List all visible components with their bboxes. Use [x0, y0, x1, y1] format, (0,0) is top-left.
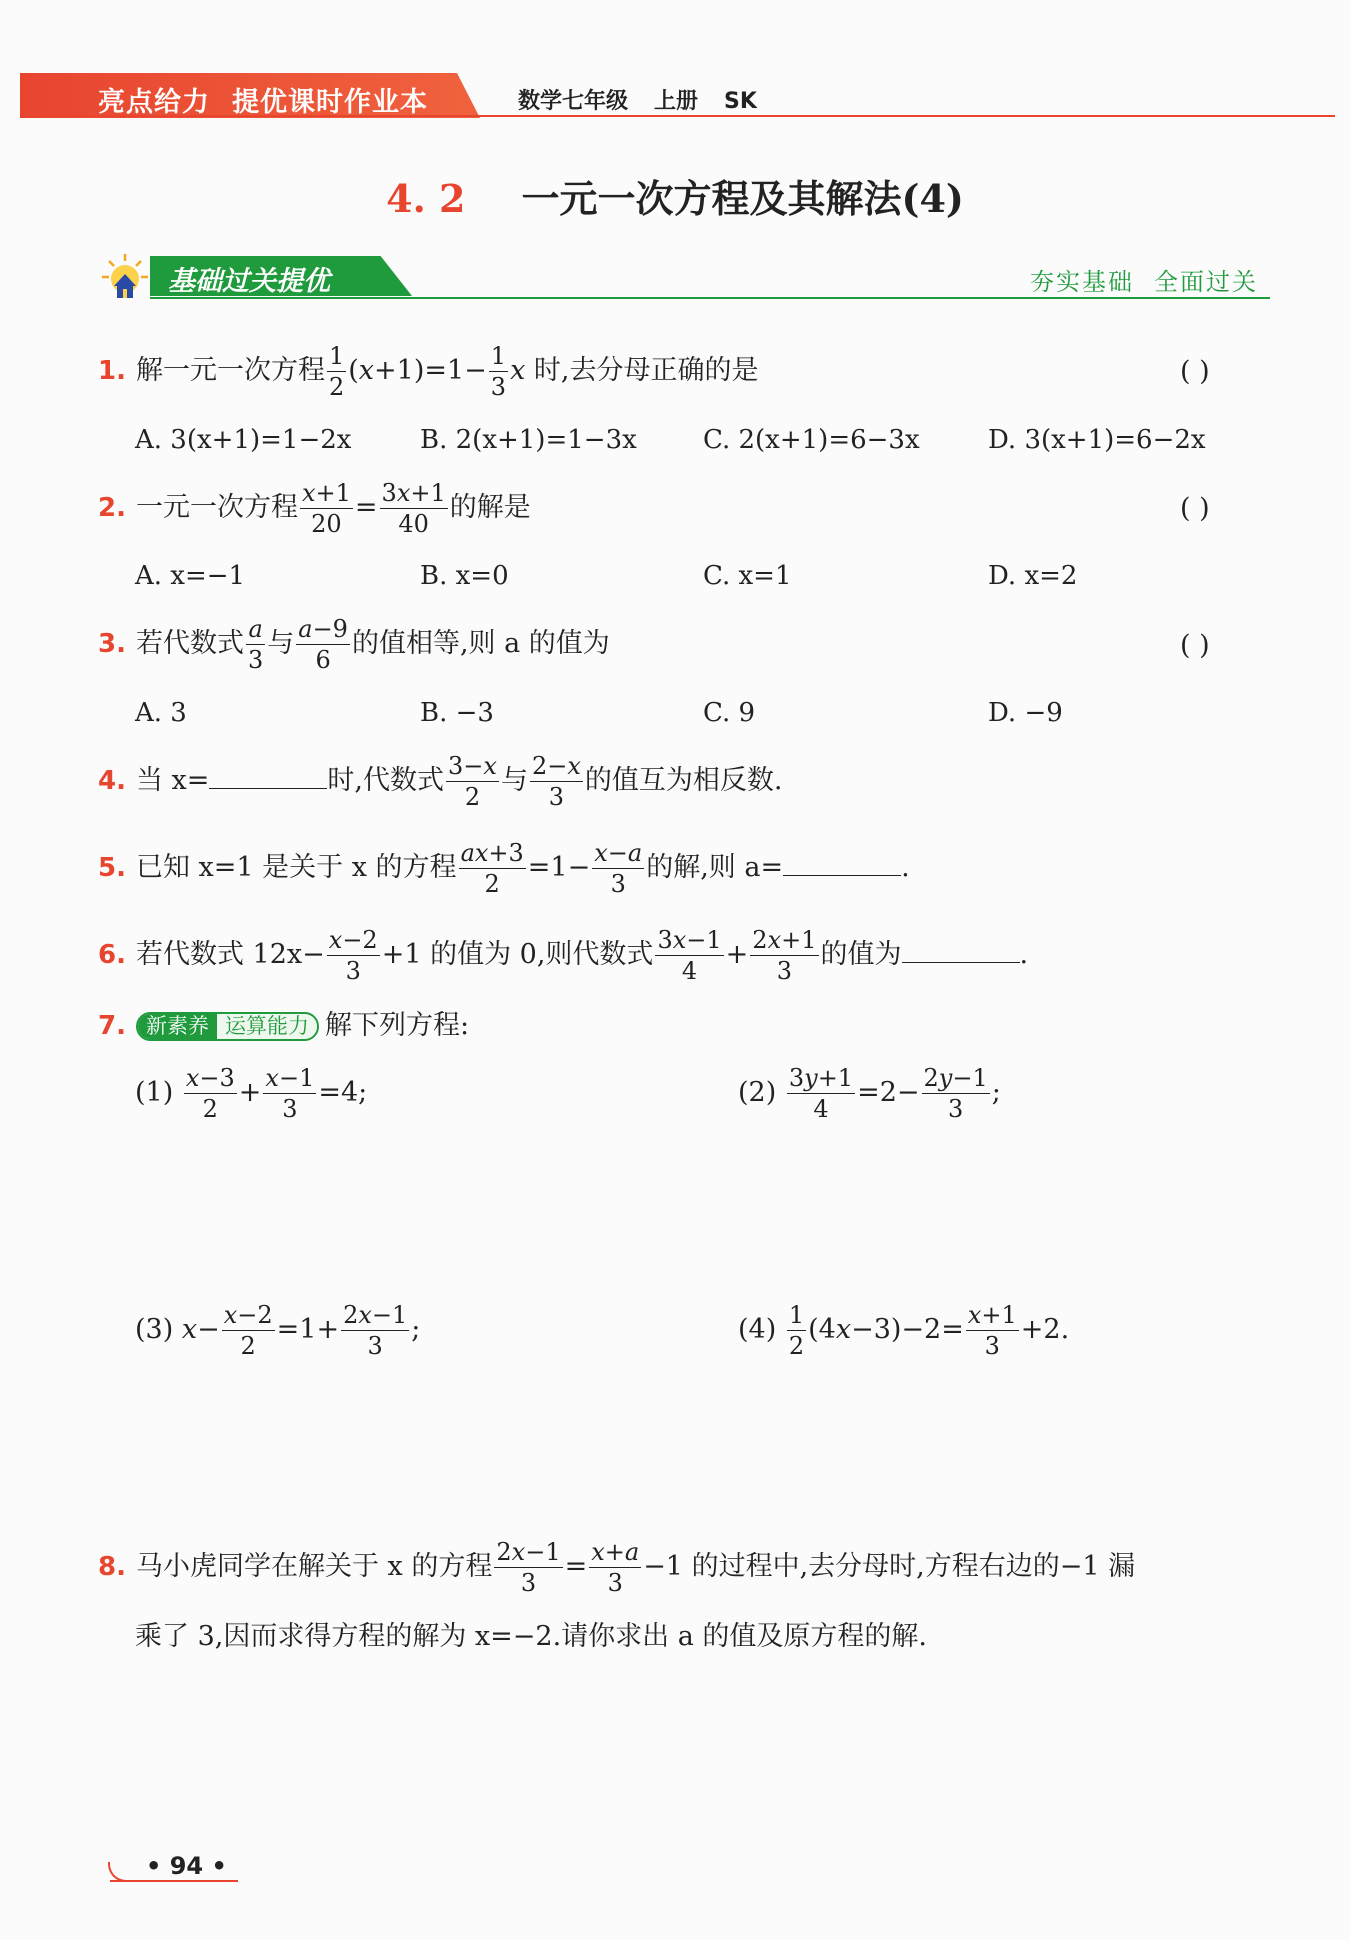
page-ornament: [108, 1862, 140, 1882]
part-label: (1): [135, 1077, 174, 1108]
option-c: C. 2(x+1)=6−3x: [703, 425, 920, 455]
fraction: $\frac{2y-1}{3}$: [923, 1064, 988, 1123]
fraction: $\frac{x-1}{3}$: [265, 1064, 315, 1123]
question-number: 5.: [98, 853, 126, 883]
question-text: 已知 x=1 是关于 x 的方程: [135, 852, 457, 883]
volume-label: 上册: [654, 89, 699, 114]
option-d: D. −9: [988, 698, 1063, 728]
option-c: C. x=1: [703, 561, 792, 591]
fraction: $\frac{1}{2}$: [328, 342, 345, 401]
question-5: 5. 已知 x=1 是关于 x 的方程 $\frac{ax+3}{2}$ =1− $\frac{x-a}{3}$ 的解,则 a= .: [98, 839, 910, 898]
badge-label: 新素养: [138, 1014, 217, 1039]
brand-name: 亮点给力: [98, 87, 210, 118]
option-a: A. 3: [135, 698, 187, 728]
question-text: 当 x=: [135, 765, 210, 796]
fraction: $\frac{x-a}{3}$: [594, 839, 643, 898]
question-7: [98, 1012, 469, 1041]
option-a: A. x=−1: [135, 561, 246, 591]
fraction: $\frac{ax+3}{2}$: [460, 839, 524, 898]
subject-label: 数学七年级: [518, 89, 629, 114]
question-text: 与: [267, 628, 295, 659]
answer-blank[interactable]: [783, 849, 901, 876]
answer-parentheses[interactable]: ( ): [1180, 356, 1210, 387]
fraction: $\frac{3x+1}{40}$: [381, 479, 446, 538]
question-2: 2. 一元一次方程 $\frac{x+1}{20}$ = $\frac{3x+1}{40}$ 的解是: [98, 479, 531, 538]
section-title-text: 一元一次方程及其解法(4): [521, 176, 964, 221]
series-name: 提优课时作业本: [232, 87, 428, 118]
question-1: 1. 解一元一次方程 $\frac{1}{2}$ (x+1)=1− $\frac{1}{3}$ x 时,去分母正确的是: [98, 342, 759, 401]
question-text: 时,代数式: [327, 765, 444, 796]
slogan-1: 夯实基础: [1030, 268, 1134, 296]
answer-blank[interactable]: [209, 762, 327, 789]
question-8: 8. 马小虎同学在解关于 x 的方程 $\frac{2x-1}{3}$ = $\frac{x+a}{3}$ −1 的过程中,去分母时,方程右边的−1 漏: [98, 1538, 1136, 1597]
question-text: 若代数式 12x−: [135, 939, 325, 970]
question-text: 解下列方程:: [324, 1010, 470, 1041]
question-text: 的解,则 a=: [646, 852, 784, 883]
slogan-2: 全面过关: [1154, 268, 1258, 296]
band-slogan: [1030, 262, 1278, 297]
question-text: 的值相等,则 a 的值为: [351, 628, 610, 659]
question-number: 8.: [98, 1552, 126, 1582]
question-8-line-2: 乘了 3,因而求得方程的解为 x=−2.请你求出 a 的值及原方程的解.: [135, 1621, 928, 1652]
section-title: [0, 168, 1350, 223]
section-number: 4. 2: [386, 176, 466, 221]
fraction: $\frac{x-3}{2}$: [185, 1064, 235, 1123]
option-d: D. x=2: [988, 561, 1078, 591]
equation-3: (3) x− $\frac{x-2}{2}$ =1+ $\frac{2x-1}{3}$ ;: [135, 1301, 421, 1360]
band-rule: [150, 297, 1270, 299]
option-d: D. 3(x+1)=6−2x: [988, 425, 1206, 455]
equation-4: (4) $\frac{1}{2}$ (4x−3)−2= $\frac{x+1}{3}$ +2.: [738, 1301, 1070, 1360]
page-number: • 94 •: [146, 1852, 227, 1880]
question-text: 的解是: [449, 492, 531, 523]
question-text: 马小虎同学在解关于 x 的方程: [135, 1551, 493, 1582]
fraction: $\frac{x+a}{3}$: [591, 1538, 640, 1597]
fraction: $\frac{3-x}{2}$: [448, 752, 497, 811]
period: .: [1019, 939, 1029, 970]
fraction: $\frac{x-2}{2}$: [223, 1301, 273, 1360]
question-number: 3.: [98, 629, 126, 659]
fraction: $\frac{a-9}{6}$: [298, 615, 348, 674]
answer-parentheses[interactable]: ( ): [1180, 630, 1210, 661]
question-text: 若代数式: [135, 628, 244, 659]
page-rule: [110, 1880, 238, 1882]
fraction: $\frac{1}{2}$: [788, 1301, 805, 1360]
answer-blank[interactable]: [902, 936, 1020, 963]
edition-label: SK: [724, 89, 757, 114]
question-6: 6. 若代数式 12x− $\frac{x-2}{3}$ +1 的值为 0,则代数式 $\frac{3x-1}{4}$ + $\frac{2x+1}{3}$ 的值为 .: [98, 926, 1029, 985]
option-c: C. 9: [703, 698, 756, 728]
question-text: 一元一次方程: [135, 492, 298, 523]
part-label: (4): [738, 1314, 777, 1345]
header-brand: [98, 80, 450, 119]
option-b: B. 2(x+1)=1−3x: [420, 425, 637, 455]
question-number: 6.: [98, 940, 126, 970]
fraction: $\frac{2-x}{3}$: [531, 752, 581, 811]
fraction: $\frac{2x-1}{3}$: [343, 1301, 408, 1360]
question-4: [98, 754, 782, 809]
period: .: [901, 852, 910, 883]
option-b: B. −3: [420, 698, 494, 728]
fraction: $\frac{x+1}{3}$: [967, 1301, 1017, 1360]
band-label: 基础过关提优: [168, 266, 330, 297]
question-number: 2.: [98, 493, 126, 523]
header-subject: [518, 84, 783, 115]
question-number: 7.: [98, 1011, 126, 1041]
fraction: $\frac{x+1}{20}$: [301, 479, 351, 538]
option-a: A. 3(x+1)=1−2x: [135, 425, 352, 455]
question-text: 的值为: [820, 939, 902, 970]
badge-skill: 运算能力: [217, 1014, 317, 1039]
fraction: $\frac{3x-1}{4}$: [657, 926, 722, 985]
part-label: (2): [738, 1077, 777, 1108]
fraction: $\frac{a}{3}$: [247, 615, 264, 674]
question-text: 与: [500, 765, 528, 796]
literacy-badge: [136, 1012, 319, 1041]
question-number: 4.: [98, 766, 126, 796]
sun-house-icon: [100, 252, 150, 302]
option-b: B. x=0: [420, 561, 509, 591]
fraction: $\frac{3y+1}{4}$: [788, 1064, 854, 1123]
question-number: 1.: [98, 356, 126, 386]
fraction: $\frac{2x+1}{3}$: [752, 926, 817, 985]
question-text: 的值互为相反数.: [584, 765, 783, 796]
equation-1: (1) $\frac{x-3}{2}$ + $\frac{x-1}{3}$ =4;: [135, 1064, 368, 1123]
question-text: +1 的值为 0,则代数式: [381, 939, 654, 970]
question-text: −1 的过程中,去分母时,方程右边的−1 漏: [643, 1551, 1136, 1582]
question-3: [98, 617, 610, 672]
fraction: $\frac{1}{3}$: [490, 342, 507, 401]
question-text: 解一元一次方程: [135, 355, 325, 386]
fraction: $\frac{x-2}{3}$: [328, 926, 378, 985]
fraction: $\frac{2x-1}{3}$: [496, 1538, 561, 1597]
part-label: (3): [135, 1314, 174, 1345]
question-text: 时,去分母正确的是: [533, 355, 759, 386]
equation-2: (2) $\frac{3y+1}{4}$ =2− $\frac{2y-1}{3}$ ;: [738, 1064, 1001, 1123]
answer-parentheses[interactable]: ( ): [1180, 493, 1210, 524]
